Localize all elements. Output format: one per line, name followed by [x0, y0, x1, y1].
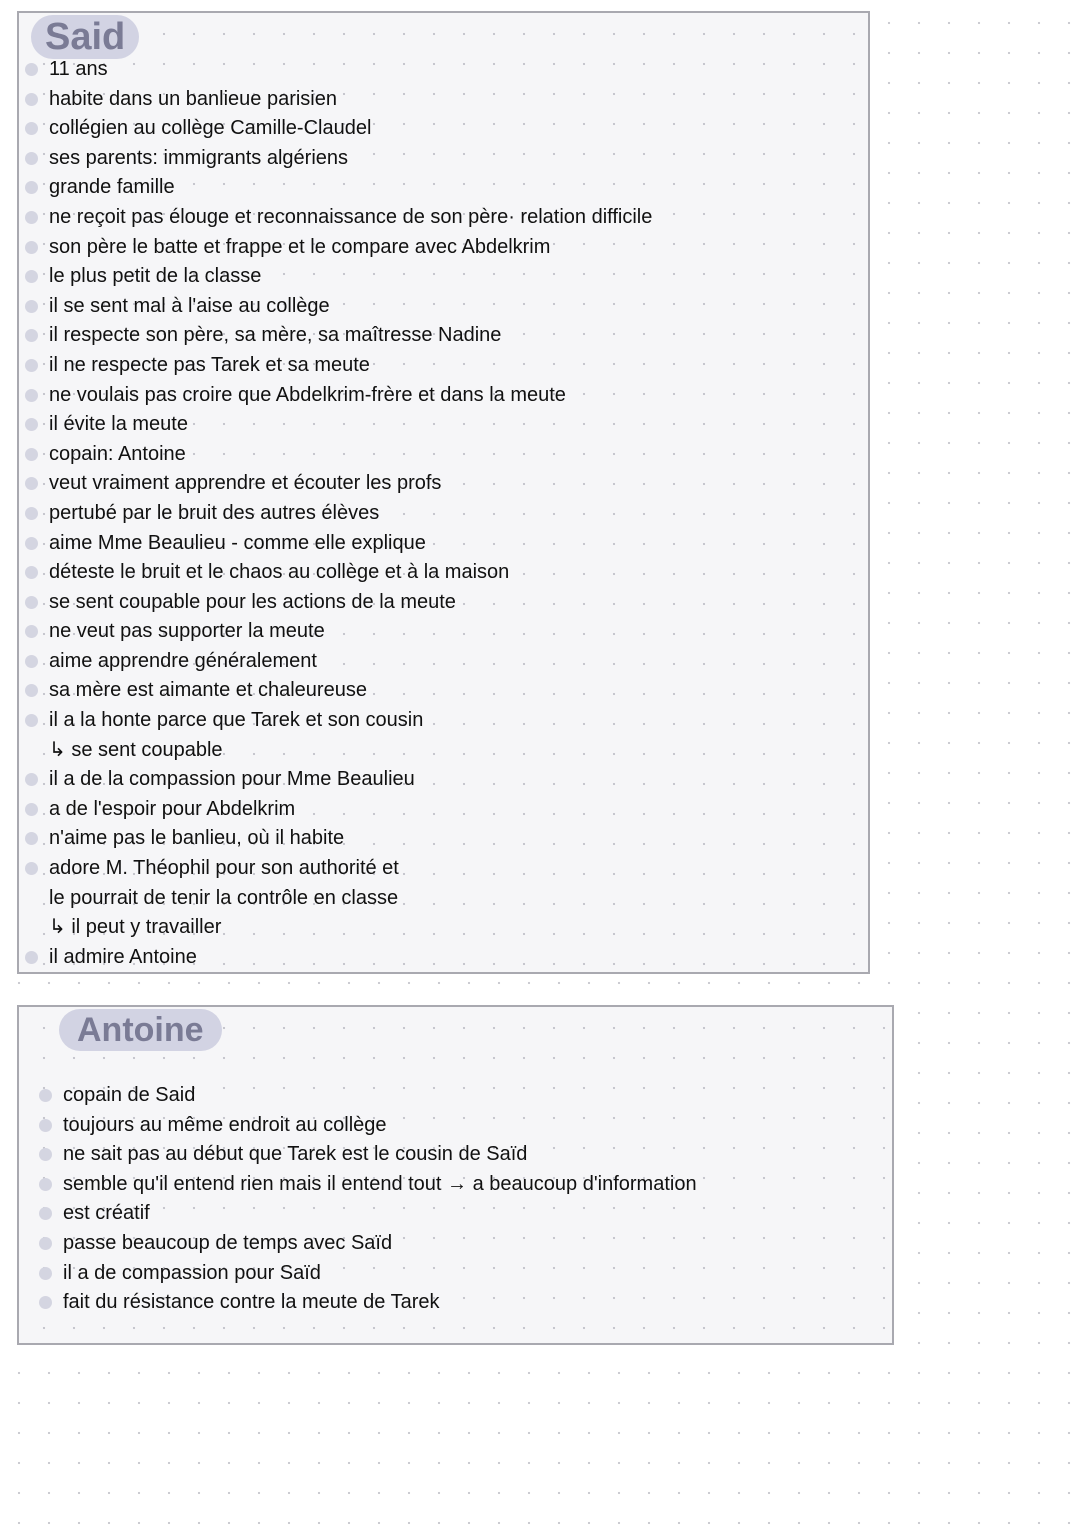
- list-item: [25, 943, 652, 973]
- list-item-text: 11 ans: [49, 58, 108, 80]
- bullet-dot-icon: [25, 389, 38, 402]
- list-item-text: il a de la compassion pour Mme Beaulieu: [49, 768, 415, 791]
- list-item: [25, 381, 652, 411]
- bullet-dot-icon: [25, 566, 38, 579]
- list-item: [39, 1170, 697, 1200]
- list-item-text: a de l'espoir pour Abdelkrim: [49, 797, 296, 820]
- list-item: [25, 144, 652, 174]
- list-item: [25, 292, 652, 322]
- list-item-text: pertubé par le bruit des autres élèves: [49, 501, 380, 524]
- list-item-text: le plus petit de la classe: [49, 265, 262, 288]
- list-item: [25, 824, 652, 854]
- said-list: [25, 55, 652, 972]
- bullet-dot-icon: [39, 1267, 52, 1280]
- list-item-text: passe beaucoup de temps avec Saïd: [63, 1231, 393, 1254]
- list-item: [39, 1081, 697, 1111]
- bullet-dot-icon: [25, 655, 38, 668]
- list-item-text: ne voulais pas croire que Abdelkrim-frère et dans la meute: [49, 383, 566, 406]
- bullet-dot-icon: [39, 1089, 52, 1102]
- bullet-dot-icon: [25, 329, 38, 342]
- bullet-dot-icon: [25, 537, 38, 550]
- list-item: [25, 85, 652, 115]
- list-item: [25, 765, 652, 795]
- bullet-dot-icon: [25, 684, 38, 697]
- list-item: [39, 1199, 697, 1229]
- list-item-text: ↳ se sent coupable: [49, 738, 223, 761]
- bullet-dot-icon: [25, 300, 38, 313]
- bullet-dot-icon: [25, 241, 38, 254]
- list-item-text: semble qu'il entend rien mais il entend tout → a beaucoup d'information: [63, 1172, 697, 1195]
- bullet-dot-icon: [39, 1178, 52, 1191]
- list-item: [39, 1229, 697, 1259]
- bullet-dot-icon: [25, 211, 38, 224]
- list-item: [25, 351, 652, 381]
- bullet-dot-icon: [39, 1296, 52, 1309]
- bullet-dot-icon: [25, 270, 38, 283]
- bullet-dot-icon: [25, 714, 38, 727]
- list-item: [25, 558, 652, 588]
- list-item: [39, 1111, 697, 1141]
- said-title: Said: [31, 15, 139, 59]
- bullet-dot-icon: [25, 93, 38, 106]
- list-item-text: sa mère est aimante et chaleureuse: [49, 679, 367, 702]
- list-item: [39, 1140, 697, 1170]
- list-item-text: ne reçoit pas élouge et reconnaissance de son père· relation difficile: [49, 205, 653, 228]
- bullet-dot-icon: [25, 773, 38, 786]
- antoine-title: Antoine: [59, 1009, 222, 1051]
- list-item-text: veut vraiment apprendre et écouter les profs: [49, 472, 442, 495]
- bullet-dot-icon: [25, 63, 38, 76]
- list-item-text: grande famille: [49, 176, 175, 199]
- list-item-text: se sent coupable pour les actions de la meute: [49, 590, 456, 613]
- list-item-text: aime apprendre généralement: [49, 649, 317, 672]
- list-item: [25, 884, 652, 914]
- bullet-dot-icon: [39, 1237, 52, 1250]
- list-item-text: il a la honte parce que Tarek et son cousin: [49, 709, 424, 732]
- list-item-text: il a de compassion pour Saïd: [63, 1261, 321, 1284]
- list-item: [25, 736, 652, 766]
- list-item: [25, 262, 652, 292]
- list-item: [39, 1259, 697, 1289]
- list-item: [25, 114, 652, 144]
- list-item-text: ne sait pas au début que Tarek est le cousin de Saïd: [63, 1143, 528, 1166]
- bullet-dot-icon: [25, 862, 38, 875]
- antoine-notes-card: [17, 1005, 894, 1345]
- list-item-text: ses parents: immigrants algériens: [49, 146, 349, 169]
- bullet-dot-icon: [25, 596, 38, 609]
- bullet-dot-icon: [39, 1119, 52, 1132]
- bullet-dot-icon: [25, 832, 38, 845]
- list-item-text: est créatif: [63, 1202, 150, 1225]
- list-item-text: il évite la meute: [49, 413, 188, 436]
- list-item: [25, 203, 652, 233]
- bullet-dot-icon: [25, 951, 38, 964]
- list-item: [25, 913, 652, 943]
- bullet-dot-icon: [25, 359, 38, 372]
- list-item: [25, 529, 652, 559]
- list-item-text: aime Mme Beaulieu - comme elle explique: [49, 531, 426, 554]
- list-item: [25, 647, 652, 677]
- bullet-dot-icon: [25, 625, 38, 638]
- list-item-text: fait du résistance contre la meute de Tarek: [63, 1291, 440, 1314]
- list-item-text: n'aime pas le banlieu, où il habite: [49, 827, 345, 850]
- list-item-text: son père le batte et frappe et le compare avec Abdelkrim: [49, 235, 551, 258]
- list-item: [25, 440, 652, 470]
- list-item-text: habite dans un banlieue parisien: [49, 87, 337, 110]
- list-item: [25, 676, 652, 706]
- list-item: [39, 1288, 697, 1318]
- antoine-list: [39, 1081, 697, 1318]
- list-item: [25, 854, 652, 884]
- list-item-text: il se sent mal à l'aise au collège: [49, 294, 330, 317]
- list-item-text: il admire Antoine: [49, 945, 197, 968]
- list-item-text: il ne respecte pas Tarek et sa meute: [49, 353, 370, 376]
- list-item-text: collégien au collège Camille-Claudel: [49, 117, 372, 140]
- list-item: [25, 706, 652, 736]
- list-item-text: il respecte son père, sa mère, sa maîtresse Nadine: [49, 324, 502, 347]
- bullet-dot-icon: [25, 448, 38, 461]
- bullet-dot-icon: [25, 152, 38, 165]
- list-item: [25, 55, 652, 85]
- list-item: [25, 499, 652, 529]
- list-item-text: déteste le bruit et le chaos au collège et à la maison: [49, 561, 510, 584]
- said-notes-card: [17, 11, 870, 974]
- list-item: [25, 410, 652, 440]
- bullet-dot-icon: [25, 477, 38, 490]
- bullet-dot-icon: [39, 1148, 52, 1161]
- list-item: [25, 588, 652, 618]
- list-item: [25, 617, 652, 647]
- list-item-text: le pourrait de tenir la contrôle en classe: [49, 886, 399, 909]
- list-item-text: copain de Said: [63, 1084, 196, 1106]
- list-item: [25, 321, 652, 351]
- list-item: [25, 233, 652, 263]
- bullet-dot-icon: [39, 1207, 52, 1220]
- list-item: [25, 795, 652, 825]
- bullet-dot-icon: [25, 803, 38, 816]
- list-item-text: copain: Antoine: [49, 442, 186, 465]
- list-item-text: adore M. Théophil pour son authorité et: [49, 857, 399, 880]
- bullet-dot-icon: [25, 122, 38, 135]
- list-item: [25, 469, 652, 499]
- bullet-dot-icon: [25, 418, 38, 431]
- list-item-text: toujours au même endroit au collège: [63, 1113, 387, 1136]
- list-item-text: ne veut pas supporter la meute: [49, 620, 325, 643]
- list-item-text: ↳ il peut y travailler: [49, 916, 222, 939]
- bullet-dot-icon: [25, 507, 38, 520]
- bullet-dot-icon: [25, 181, 38, 194]
- list-item: [25, 173, 652, 203]
